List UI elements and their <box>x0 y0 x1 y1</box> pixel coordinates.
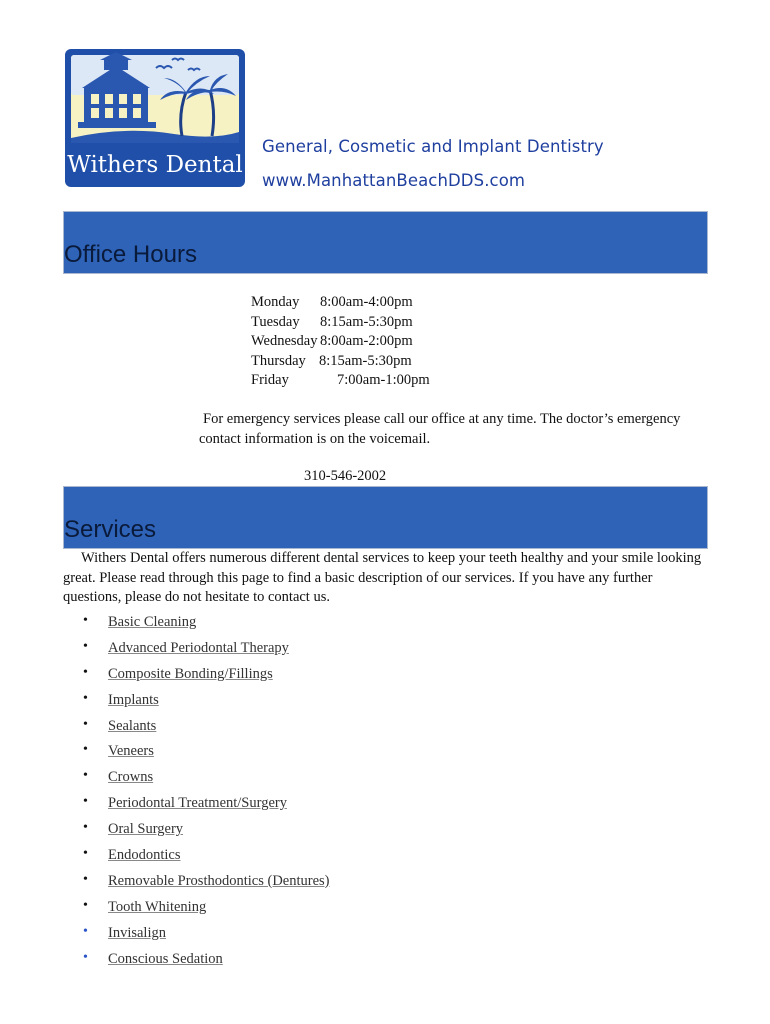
bullet-icon: • <box>83 897 88 913</box>
bullet-icon: • <box>83 820 88 836</box>
service-link[interactable]: Composite Bonding/Fillings <box>108 665 273 682</box>
bullet-icon: • <box>83 794 88 810</box>
bullet-icon: • <box>83 768 88 784</box>
hours-time: 8:15am-5:30pm <box>319 352 412 369</box>
hours-time: 7:00am-1:00pm <box>337 372 430 388</box>
service-link[interactable]: Veneers <box>108 743 154 760</box>
service-link[interactable]: Invisalign <box>108 924 166 941</box>
service-link[interactable]: Tooth Whitening <box>108 898 207 915</box>
hours-time: 8:15am-5:30pm <box>320 313 413 330</box>
hours-day: Thursday <box>251 352 306 369</box>
bullet-icon: • <box>83 664 88 680</box>
bullet-icon: • <box>83 846 88 862</box>
hours-time: 8:00am-2:00pm <box>320 333 413 349</box>
hours-day: Friday <box>251 372 289 388</box>
bullet-icon: • <box>83 742 88 758</box>
services-banner <box>63 486 708 549</box>
bullet-icon: • <box>83 613 88 628</box>
bullet-icon: • <box>83 690 88 706</box>
practice-tagline: General, Cosmetic and Implant Dentistry <box>262 137 604 156</box>
service-link[interactable]: Removable Prosthodontics (Dentures) <box>108 872 330 889</box>
withers-dental-logo <box>64 48 246 188</box>
bullet-icon: • <box>83 923 88 939</box>
service-link[interactable]: Periodontal Treatment/Surgery <box>108 795 287 812</box>
services-intro: Withers Dental offers numerous different dental services to keep your teeth healthy and your smile looking great. Please read through this page to find a basic description of our services. If you have any further questions, please do not hesitate to contact us. <box>63 550 702 606</box>
service-link[interactable]: Advanced Periodontal Therapy <box>108 639 289 656</box>
practice-website: www.ManhattanBeachDDS.com <box>262 171 526 190</box>
service-link[interactable]: Implants <box>108 691 159 708</box>
phone-number: 310-546-2002 <box>304 468 387 484</box>
service-link[interactable]: Basic Cleaning <box>108 614 197 630</box>
hours-day: Wednesday <box>251 333 318 349</box>
office-hours-heading: Office Hours <box>64 241 197 268</box>
logo-wordmark: Withers Dental <box>67 152 243 178</box>
service-link[interactable]: Crowns <box>108 769 154 786</box>
bullet-icon: • <box>83 949 88 965</box>
bullet-icon: • <box>83 716 88 732</box>
service-link[interactable]: Endodontics <box>108 847 181 864</box>
bullet-icon: • <box>83 638 88 654</box>
service-link[interactable]: Oral Surgery <box>108 821 184 838</box>
office-hours-banner <box>63 211 708 274</box>
service-link[interactable]: Conscious Sedation <box>108 950 223 967</box>
services-heading: Services <box>64 516 157 543</box>
hours-day: Tuesday <box>251 313 300 330</box>
emergency-note: For emergency services please call our office at any time. The doctor’s emergency contact information is on the voicemail. <box>199 411 681 447</box>
service-link[interactable]: Sealants <box>108 717 157 734</box>
hours-time: 8:00am-4:00pm <box>320 294 413 310</box>
hours-day: Monday <box>251 294 300 310</box>
bullet-icon: • <box>83 871 88 887</box>
